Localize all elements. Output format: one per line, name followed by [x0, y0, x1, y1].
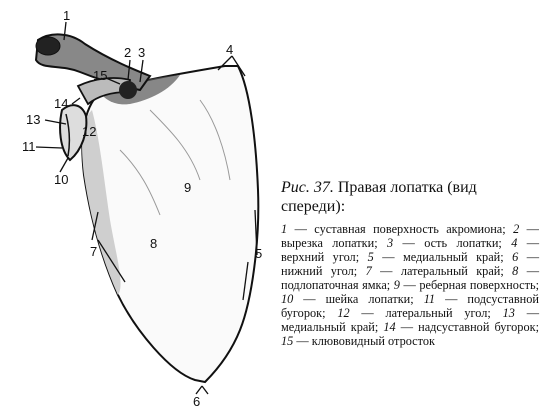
legend-item-text: медиальный край;: [402, 250, 504, 264]
legend-item: 3 — ость лопатки;: [387, 236, 502, 250]
legend-item-text: вырезка лопатки;: [281, 236, 378, 250]
legend-item-text: ость лопатки;: [424, 236, 502, 250]
legend-item: 13 — медиальный край;: [281, 306, 539, 334]
legend-item: 2 — вырезка лопатки;: [281, 222, 539, 250]
legend-item-text: подсуставной бугорок;: [281, 292, 539, 320]
legend-item-number: 6: [512, 250, 519, 264]
legend-item-text: латеральный край;: [400, 264, 504, 278]
legend-item: 5 — медиальный край;: [367, 250, 504, 264]
legend-item: 1 — суставная поверхность акромиона;: [281, 222, 506, 236]
legend-item-number: 3: [387, 236, 394, 250]
scapular-notch: [119, 81, 137, 99]
legend-item: 15 — клювовидный отросток: [281, 334, 435, 348]
label-11: 11: [22, 139, 36, 154]
legend-item-number: 15: [281, 334, 294, 348]
label-9: 9: [184, 180, 192, 195]
label-1: 1: [63, 8, 71, 23]
acromion-surface: [36, 37, 60, 55]
legend-item-number: 12: [337, 306, 350, 320]
legend-item-text: надсуставной бугорок;: [418, 320, 539, 334]
legend-item-number: 7: [365, 264, 372, 278]
legend-item-text: нижний угол;: [281, 264, 358, 278]
label-15: 15: [93, 68, 108, 83]
legend-item: 4 — верхний угол;: [281, 236, 540, 264]
legend-item-number: 13: [502, 306, 515, 320]
legend-item: 14 — надсуставной бугорок;: [383, 320, 539, 334]
label-3: 3: [138, 45, 146, 60]
legend-item-number: 14: [383, 320, 396, 334]
caption-legend: [281, 222, 539, 348]
legend-item: 8 — подлопаточная ямка;: [281, 264, 540, 292]
legend-item: 9 — реберная поверхность;: [393, 278, 540, 292]
label-13: 13: [26, 112, 41, 127]
legend-item-number: 11: [423, 292, 436, 306]
legend-item: 7 — латеральный край;: [365, 264, 504, 278]
legend-item-number: 2: [513, 222, 520, 236]
figure-reference: Рис. 37.: [281, 179, 334, 196]
legend-item: 12 — латеральный угол;: [337, 306, 491, 320]
label-7: 7: [90, 244, 98, 259]
legend-item-number: 4: [511, 236, 518, 250]
label-8: 8: [150, 236, 158, 251]
caption-heading: Правая лопатка (вид спереди):: [281, 179, 477, 215]
figure-caption: [281, 178, 539, 348]
legend-item-number: 9: [393, 278, 400, 292]
label-5: 5: [255, 246, 263, 261]
legend-item-text: подлопаточная ямка;: [281, 278, 391, 292]
label-6: 6: [193, 394, 201, 409]
legend-item-text: суставная поверхность акромиона;: [314, 222, 506, 236]
legend-item-number: 8: [512, 264, 519, 278]
label-2: 2: [124, 45, 132, 60]
legend-item-text: клювовидный отросток: [311, 334, 435, 348]
legend-item-text: реберная поверхность;: [419, 278, 540, 292]
label-4: 4: [226, 42, 234, 57]
legend-item: 11 — подсуставной бугорок;: [281, 292, 539, 320]
legend-item: 10 — шейка лопатки;: [281, 292, 414, 306]
legend-item-number: 1: [281, 222, 288, 236]
legend-item-text: медиальный край;: [281, 320, 379, 334]
legend-item: 6 — нижний угол;: [281, 250, 540, 278]
label-10: 10: [54, 172, 69, 187]
legend-item-number: 5: [367, 250, 374, 264]
caption-title: [281, 178, 539, 216]
legend-item-number: 10: [281, 292, 294, 306]
legend-item-text: латеральный угол;: [385, 306, 491, 320]
label-12: 12: [82, 124, 97, 139]
legend-item-text: шейка лопатки;: [325, 292, 414, 306]
label-14: 14: [54, 96, 69, 111]
legend-item-text: верхний угол;: [281, 250, 360, 264]
